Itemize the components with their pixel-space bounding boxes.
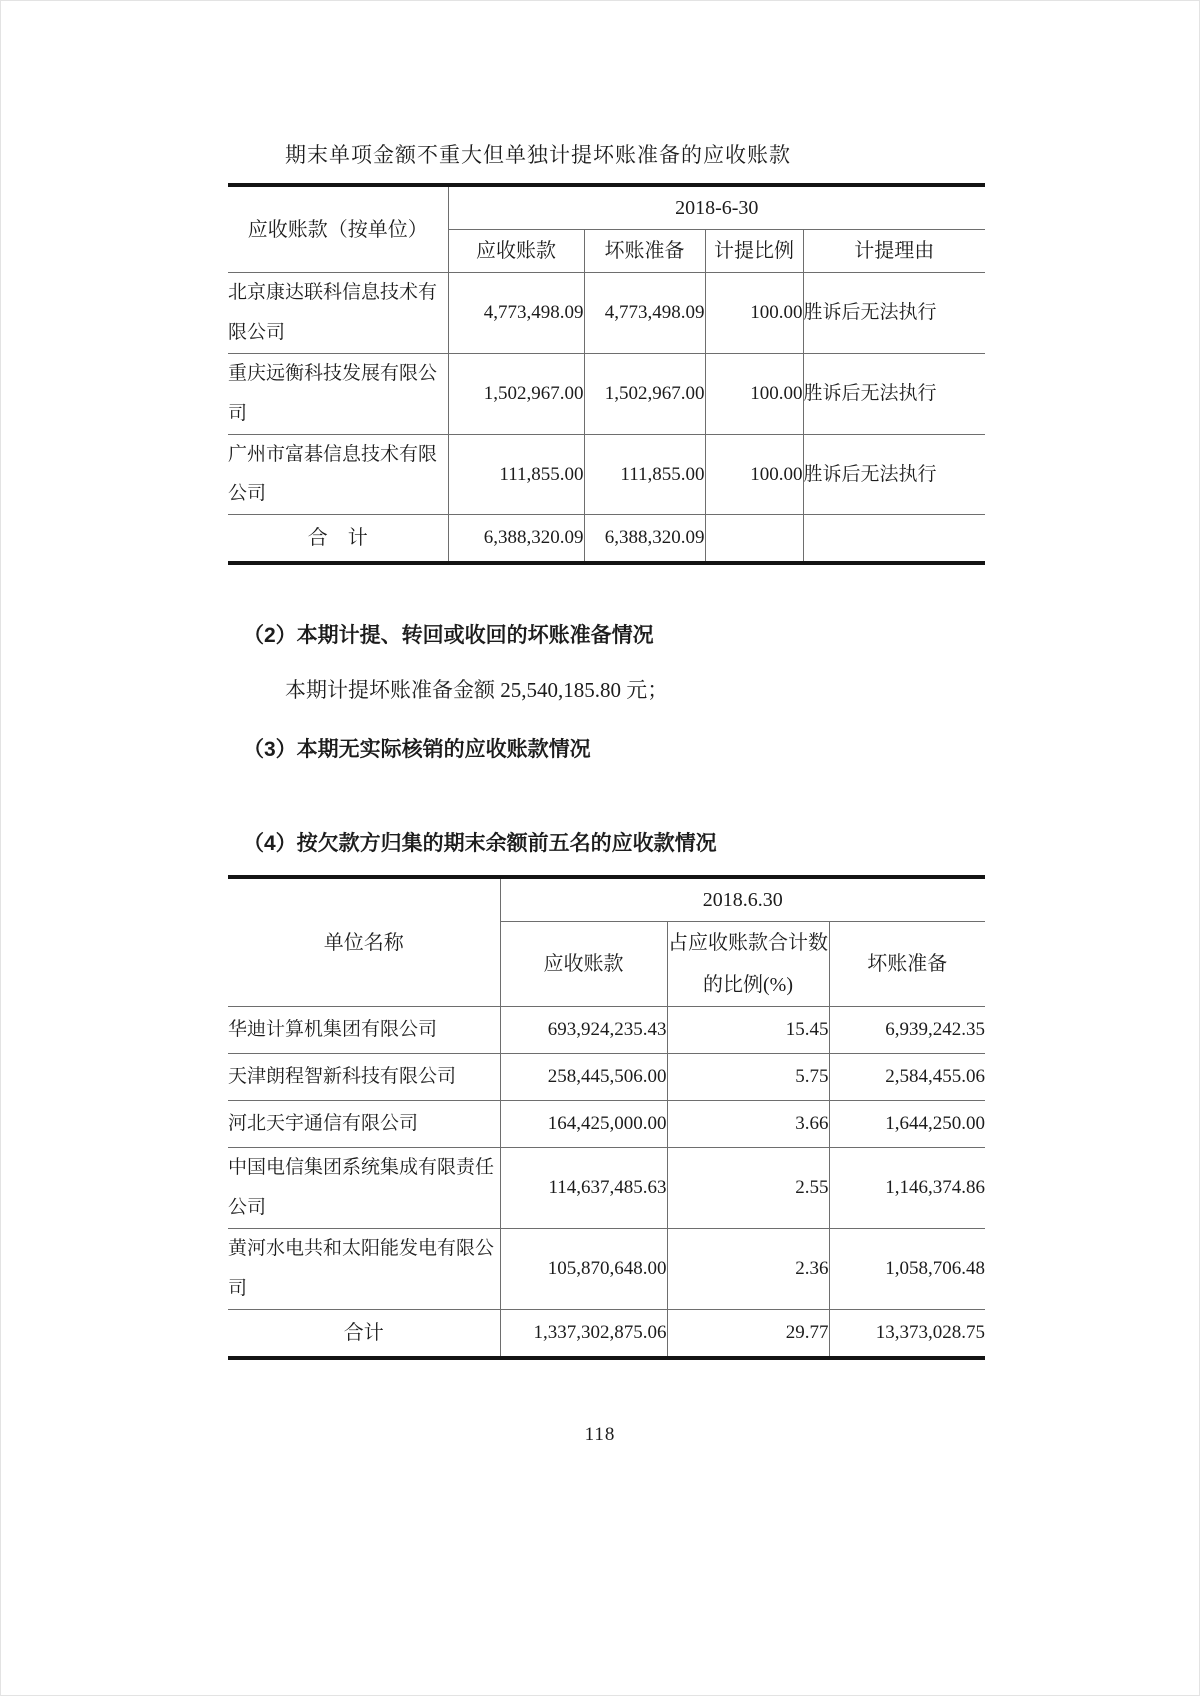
company-name-cell: 华迪计算机集团有限公司 [228,1007,500,1054]
table2-period-header: 2018.6.30 [500,877,985,922]
table-row [228,1101,985,1148]
ratio-cell: 3.66 [667,1101,829,1148]
table1-corner-header: 应收账款（按单位） [228,185,448,273]
company-name-cell: 天津朗程智新科技有限公司 [228,1054,500,1101]
company-name-cell: 河北天宇通信有限公司 [228,1101,500,1148]
receivable-amount-cell: 105,870,648.00 [500,1229,667,1310]
provision-reason-cell: 胜诉后无法执行 [803,434,985,515]
receivable-amount-cell: 164,425,000.00 [500,1101,667,1148]
provision-reason-cell: 胜诉后无法执行 [803,273,985,354]
company-name-cell: 广州市富碁信息技术有限公司 [228,434,448,515]
total-receivable-cell: 6,388,320.09 [448,515,584,564]
section-3-heading: （3）本期无实际核销的应收账款情况 [243,738,591,762]
bad-debt-provision-cell: 111,855.00 [584,434,705,515]
total-bad-debt-provision-cell: 13,373,028.75 [829,1309,985,1358]
total-label-cell: 合计 [228,1309,500,1358]
ratio-cell: 15.45 [667,1007,829,1054]
receivable-amount-cell: 258,445,506.00 [500,1054,667,1101]
total-provision-reason-cell [803,515,985,564]
receivable-amount-cell: 114,637,485.63 [500,1148,667,1229]
bad-debt-provision-cell: 2,584,455.06 [829,1054,985,1101]
table2-corner-header: 单位名称 [228,877,500,1007]
section-2-body: 本期计提坏账准备金额 25,540,185.80 元； [285,678,669,703]
company-name-cell: 中国电信集团系统集成有限责任公司 [228,1148,500,1229]
table1-period-header: 2018-6-30 [448,185,985,230]
ratio-cell: 2.36 [667,1229,829,1310]
bad-debt-provision-cell: 1,058,706.48 [829,1229,985,1310]
receivable-amount-cell: 111,855.00 [448,434,584,515]
ratio-cell: 2.55 [667,1148,829,1229]
table1-period-row [228,185,985,230]
table1-col-provision-reason: 计提理由 [803,230,985,273]
intro-title: 期末单项金额不重大但单独计提坏账准备的应收账款 [285,143,791,167]
receivable-amount-cell: 4,773,498.09 [448,273,584,354]
table2-col-ratio: 占应收账款合计数的比例(%) [667,922,829,1007]
total-receivable-cell: 1,337,302,875.06 [500,1309,667,1358]
table2-col-bad-debt-provision: 坏账准备 [829,922,985,1007]
section-2-heading: （2）本期计提、转回或收回的坏账准备情况 [243,624,654,648]
table1-total-row [228,515,985,564]
provision-ratio-cell: 100.00 [705,434,803,515]
company-name-cell: 北京康达联科信息技术有限公司 [228,273,448,354]
table-row [228,434,985,515]
table-row [228,353,985,434]
table1-individual-provision-receivables [228,183,985,565]
section-4-heading: （4）按欠款方归集的期末余额前五名的应收款情况 [243,832,717,856]
table-row [228,1054,985,1101]
table-row [228,273,985,354]
table1-col-receivable: 应收账款 [448,230,584,273]
total-bad-debt-provision-cell: 6,388,320.09 [584,515,705,564]
table2-period-row [228,877,985,922]
bad-debt-provision-cell: 1,644,250.00 [829,1101,985,1148]
total-label-cell: 合 计 [228,515,448,564]
table-row [228,1229,985,1310]
receivable-amount-cell: 1,502,967.00 [448,353,584,434]
receivable-amount-cell: 693,924,235.43 [500,1007,667,1054]
provision-ratio-cell: 100.00 [705,353,803,434]
bad-debt-provision-cell: 1,502,967.00 [584,353,705,434]
company-name-cell: 重庆远衡科技发展有限公司 [228,353,448,434]
bad-debt-provision-cell: 6,939,242.35 [829,1007,985,1054]
provision-ratio-cell: 100.00 [705,273,803,354]
bad-debt-provision-cell: 4,773,498.09 [584,273,705,354]
provision-reason-cell: 胜诉后无法执行 [803,353,985,434]
table-row [228,1148,985,1229]
table-row [228,1007,985,1054]
company-name-cell: 黄河水电共和太阳能发电有限公司 [228,1229,500,1310]
table2-top-five-receivables [228,875,985,1360]
total-provision-ratio-cell [705,515,803,564]
table1-col-provision-ratio: 计提比例 [705,230,803,273]
table2-total-row [228,1309,985,1358]
bad-debt-provision-cell: 1,146,374.86 [829,1148,985,1229]
table1-col-bad-debt-provision: 坏账准备 [584,230,705,273]
total-ratio-cell: 29.77 [667,1309,829,1358]
ratio-cell: 5.75 [667,1054,829,1101]
page-number: 118 [584,1424,616,1445]
table2-col-receivable: 应收账款 [500,922,667,1007]
